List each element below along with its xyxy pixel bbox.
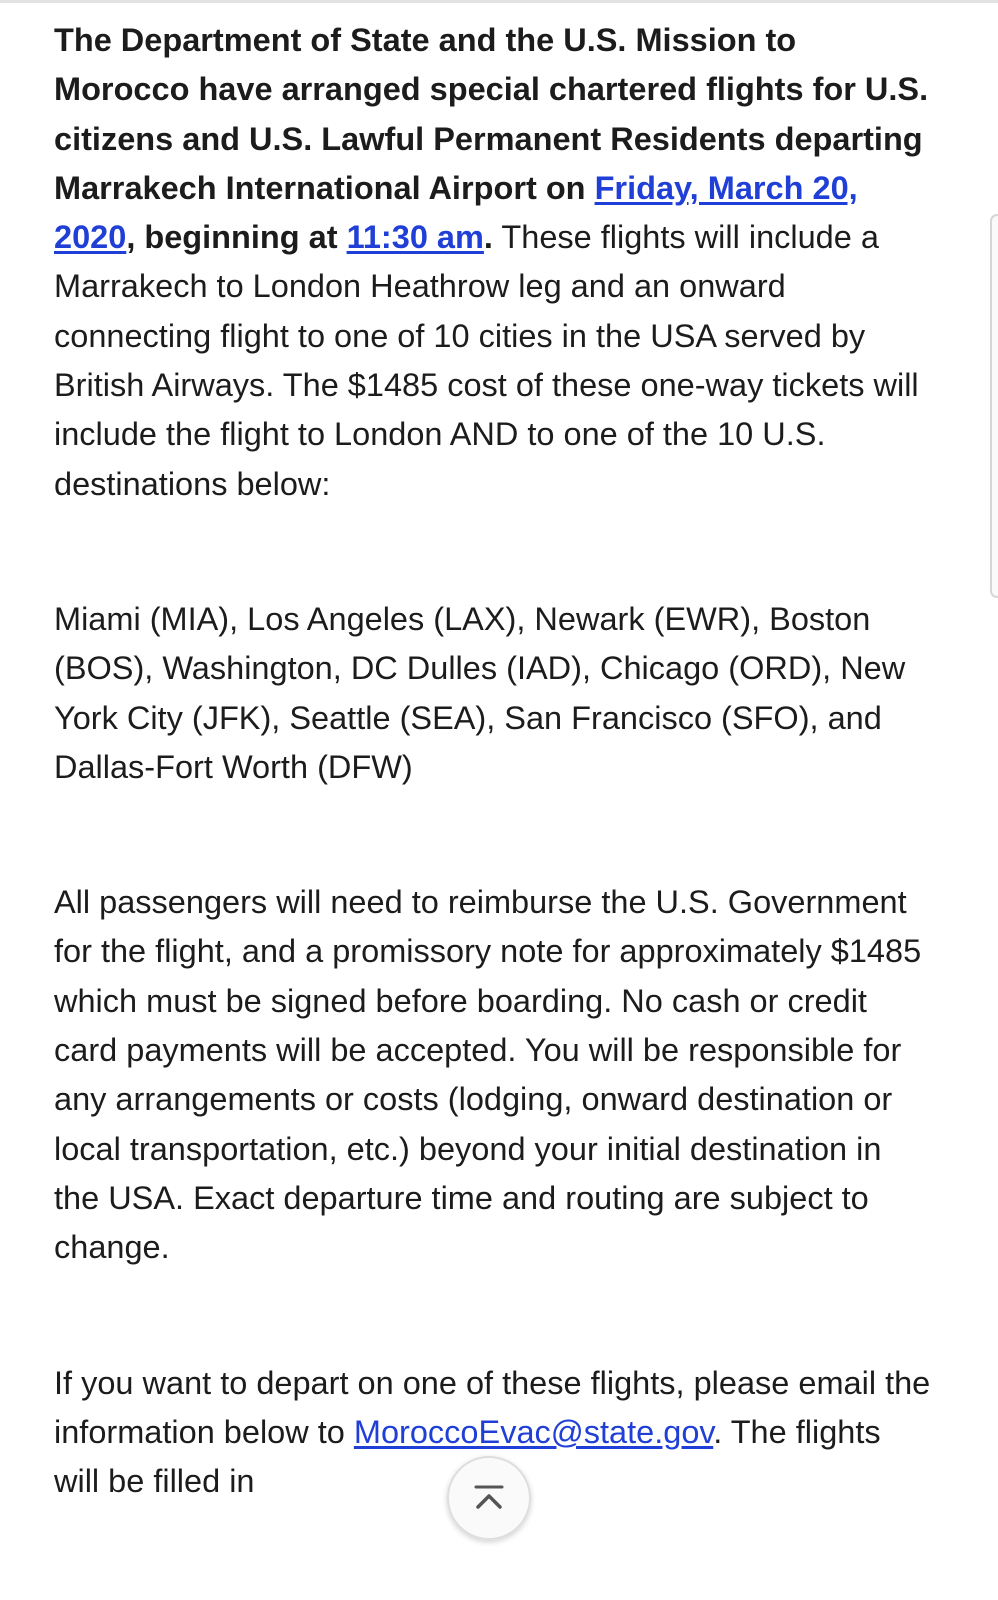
top-divider <box>0 0 998 3</box>
bold-intro-text: The Department of State and the U.S. Mission to Morocco have arranged special chartered flights for U.S. citizens and U.S. Lawful Permanent Residents departing Marrakech International Airport on <box>54 22 929 206</box>
bold-end-text: . <box>483 219 493 256</box>
email-body <box>54 16 934 1506</box>
paragraph-charter-flights <box>54 16 934 509</box>
chevron-up-bar-icon <box>472 1483 506 1513</box>
time-link[interactable]: 11:30 am <box>346 219 484 256</box>
date-link[interactable]: Friday, March 20, 2020 <box>54 169 858 256</box>
bold-mid-text: , beginning at <box>126 219 347 256</box>
scrollbar-thumb[interactable] <box>990 214 998 598</box>
scroll-to-top-button[interactable] <box>447 1456 531 1540</box>
paragraph-destinations: Miami (MIA), Los Angeles (LAX), Newark (EWR), Boston (BOS), Washington, DC Dulles (IAD), Chicago (ORD), New York City (JFK), Seattle (SEA), San Francisco (SFO), and Dallas-Fort Worth (DFW) <box>54 600 906 785</box>
flight-details-text: These flights will include a Marrakech to London Heathrow leg and an onward connecting flight to one of 10 cities in the USA served by British Airways. The $1485 cost of these one-way tickets will include the flight to London AND to one of the 10 U.S. destinations below: <box>54 219 919 502</box>
email-link[interactable]: MoroccoEvac@state.gov <box>353 1413 714 1450</box>
apply-after-text: . The flights will be filled in <box>54 1413 881 1500</box>
paragraph-reimbursement: All passengers will need to reimburse the U.S. Government for the flight, and a promissory note for approximately $1485 which must be signed before boarding. No cash or credit card payments will be accepted. You will be responsible for any arrangements or costs (lodging, onward destination or local transportation, etc.) beyond your initial destination in the USA. Exact departure time and routing are subject to change. <box>54 884 922 1266</box>
apply-text: If you want to depart on one of these flights, please email the information below to <box>54 1364 931 1450</box>
